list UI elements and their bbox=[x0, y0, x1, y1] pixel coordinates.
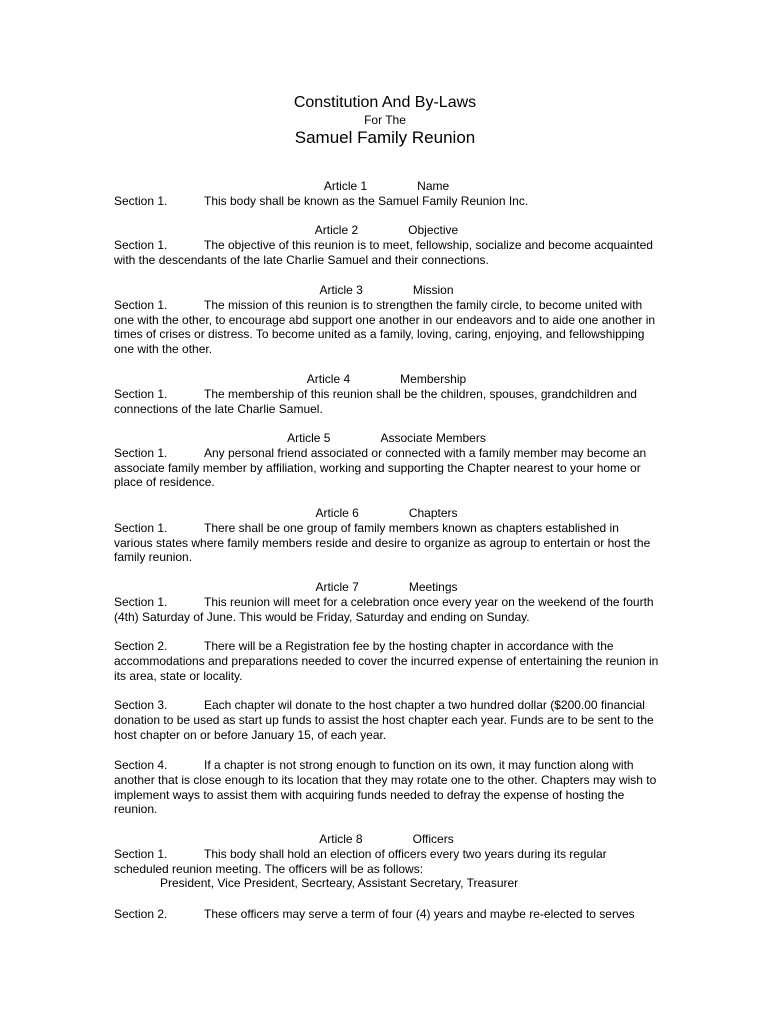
section-label: Section 2. bbox=[114, 639, 168, 653]
article-8 bbox=[114, 832, 659, 891]
section-text: There shall be one group of family members known as chapters established in various states where family members reside and desire to organize as agroup to entertain or host the family reunion. bbox=[114, 520, 651, 565]
document-subtitle: For The bbox=[364, 113, 406, 127]
article-2 bbox=[114, 223, 659, 267]
article-name: Membership bbox=[400, 372, 467, 386]
section-text: This body shall be known as the Samuel Family Reunion Inc. bbox=[204, 193, 529, 208]
article-7-section-3 bbox=[114, 698, 659, 742]
section bbox=[114, 639, 659, 683]
section-text: Each chapter wil donate to the host chapter a two hundred dollar ($200.00 financial donation to be used as start up funds to assist the host chapter each year. Funds are to be sent to the host chapter on or before January 15, of each year. bbox=[114, 698, 654, 742]
article-heading bbox=[114, 832, 659, 847]
section-label: Section 1. bbox=[114, 594, 168, 609]
article-label: Article 1 bbox=[323, 179, 368, 193]
article-7-section-4 bbox=[114, 758, 659, 817]
document-title: Constitution And By-Laws bbox=[293, 94, 477, 111]
section bbox=[114, 387, 659, 417]
section-text: This reunion will meet for a celebration once every year on the weekend of the fourth (4th) Saturday of June. This would be Friday, Saturday and ending on Sunday. bbox=[114, 594, 654, 624]
section-text: These officers may serve a term of four (4) years and maybe re-elected to serves bbox=[204, 907, 635, 921]
section-label: Section 1. bbox=[114, 193, 168, 208]
article-label: Article 3 bbox=[319, 283, 363, 297]
article-name: Officers bbox=[412, 832, 454, 846]
article-label: Article 2 bbox=[314, 223, 359, 237]
section bbox=[114, 698, 659, 742]
organization-name: Samuel Family Reunion bbox=[294, 128, 476, 147]
section-label: Section 1. bbox=[114, 445, 168, 460]
section-text: Any personal friend associated or connected with a family member may become an associate family member by affiliation, working and supporting the Chapter nearest to your home or place of residence. bbox=[114, 445, 647, 490]
article-name: Meetings bbox=[408, 580, 458, 594]
section bbox=[114, 758, 659, 817]
article-heading bbox=[114, 372, 659, 387]
article-7-section-2 bbox=[114, 639, 659, 683]
article-label: Article 7 bbox=[315, 580, 359, 594]
article-name: Mission bbox=[412, 283, 454, 297]
article-1 bbox=[114, 179, 659, 209]
section bbox=[114, 595, 659, 625]
section-text: This body shall hold an election of officers every two years during its regular scheduled reunion meeting. The officers will be as follows: bbox=[114, 846, 607, 876]
section-label: Section 4. bbox=[114, 758, 168, 772]
section-text: If a chapter is not strong enough to function on its own, it may function along with another that is close enough to its location that they may rotate one to the other. Chapters may wish to implement ways to assist them with acquiring funds needed to defray the expense of hosting the reunion. bbox=[114, 758, 657, 817]
section-label: Section 1. bbox=[114, 520, 168, 535]
article-5 bbox=[114, 431, 659, 490]
article-name: Name bbox=[417, 179, 450, 193]
article-7 bbox=[114, 580, 659, 624]
section-text: There will be a Registration fee by the hosting chapter in accordance with the accommodations and preparations needed to cover the incurred expense of entertaining the reunion in its area, state or locality. bbox=[114, 639, 659, 683]
section-label: Section 1. bbox=[114, 297, 168, 312]
article-label: Article 8 bbox=[319, 832, 363, 846]
section bbox=[114, 847, 659, 877]
section-label: Section 1. bbox=[114, 846, 168, 861]
article-4 bbox=[114, 372, 659, 416]
article-heading bbox=[114, 283, 659, 298]
article-heading bbox=[114, 179, 659, 194]
article-label: Article 6 bbox=[315, 506, 359, 520]
article-3 bbox=[114, 283, 659, 357]
officer-list: President, Vice President, Secrteary, Assistant Secretary, Treasurer bbox=[160, 876, 519, 891]
section bbox=[114, 521, 659, 565]
article-heading bbox=[114, 506, 659, 521]
article-heading bbox=[114, 580, 659, 595]
article-heading bbox=[114, 431, 659, 446]
section-text: The membership of this reunion shall be the children, spouses, grandchildren and connections of the late Charlie Samuel. bbox=[114, 386, 637, 416]
article-6 bbox=[114, 506, 659, 565]
article-name: Objective bbox=[408, 223, 459, 237]
section bbox=[114, 194, 659, 209]
section bbox=[114, 446, 659, 490]
article-name: Chapters bbox=[408, 506, 458, 520]
article-name: Associate Members bbox=[380, 431, 486, 445]
section-label: Section 1. bbox=[114, 237, 168, 252]
article-label: Article 5 bbox=[287, 431, 331, 445]
section-text: The objective of this reunion is to meet, fellowship, socialize and become acquainted with the descendants of the late Charlie Samuel and their connections. bbox=[114, 237, 653, 267]
title-block bbox=[0, 93, 770, 149]
article-label: Article 4 bbox=[306, 372, 351, 386]
section bbox=[114, 907, 659, 922]
section-text: The mission of this reunion is to strengthen the family circle, to become united with one with the other, to encourage abd support one another in our endeavors and to aide one another in times of crises or distress. To become united as a family, loving, caring, enjoying, and fellowshipping one with the other. bbox=[114, 297, 656, 357]
section bbox=[114, 238, 659, 268]
article-8-section-2 bbox=[114, 907, 659, 922]
section-label: Section 2. bbox=[114, 907, 168, 921]
article-heading bbox=[114, 223, 659, 238]
section-label: Section 1. bbox=[114, 386, 168, 401]
section-label: Section 3. bbox=[114, 698, 168, 712]
section bbox=[114, 298, 659, 357]
